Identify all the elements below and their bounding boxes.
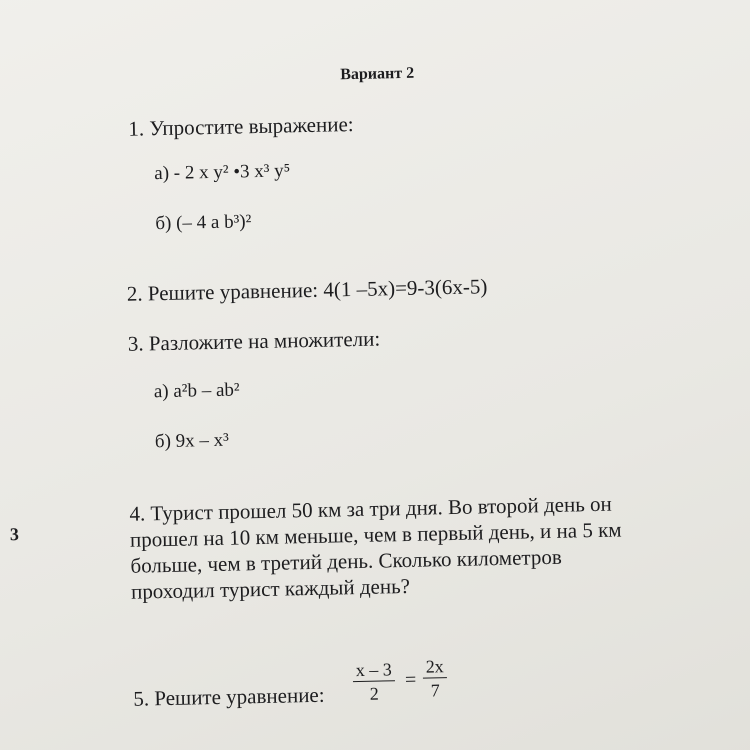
q1-title: 1. Упростите выражение: bbox=[128, 112, 354, 141]
q5-equals: = bbox=[404, 668, 417, 692]
q5-right-numerator: 2x bbox=[422, 655, 446, 678]
q5-left-numerator: x – 3 bbox=[353, 658, 395, 682]
q5-right-fraction bbox=[422, 655, 447, 702]
q5-right-denominator: 7 bbox=[430, 680, 440, 701]
q4-line-3: больше, чем в третий день. Сколько километров bbox=[130, 544, 562, 578]
q1-part-a: а) - 2 x y² •3 x³ y⁵ bbox=[154, 160, 291, 185]
q5-label: 5. Решите уравнение: bbox=[133, 682, 325, 711]
q3-title: 3. Разложите на множители: bbox=[127, 326, 381, 356]
variant-title: Вариант 2 bbox=[340, 64, 415, 84]
q5-left-denominator: 2 bbox=[369, 683, 379, 704]
q4-line-2: прошел на 10 км меньше, чем в первый день, и на 5 км bbox=[129, 517, 622, 552]
q5-left-fraction bbox=[353, 658, 396, 706]
q4-line-1: 4. Турист прошел 50 км за три дня. Во второй день он bbox=[129, 491, 613, 526]
q3-part-a: а) a²b – ab² bbox=[153, 379, 240, 403]
q1-part-b: б) (– 4 a b³)² bbox=[155, 211, 252, 235]
q3-part-b: б) 9x – x³ bbox=[154, 429, 230, 453]
margin-mark: 3 bbox=[9, 524, 20, 545]
q4-line-4: проходил турист каждый день? bbox=[130, 573, 411, 604]
q2-text: 2. Решите уравнение: 4(1 –5x)=9-3(6x-5) bbox=[126, 274, 488, 306]
